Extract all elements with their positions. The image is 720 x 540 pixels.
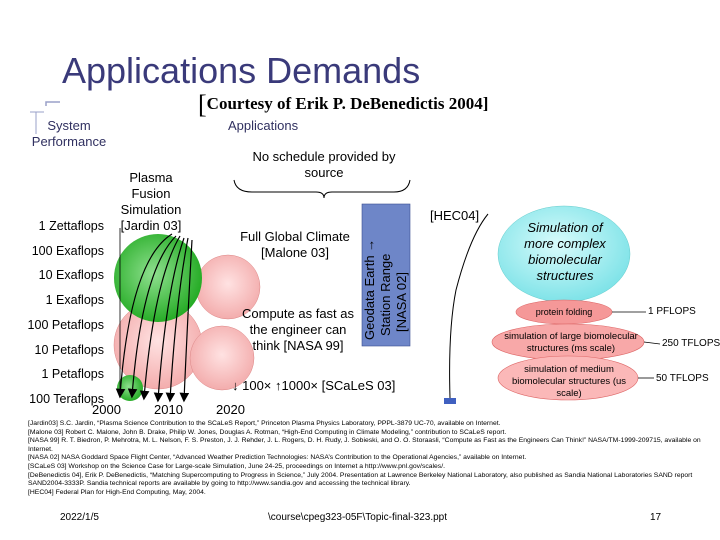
references [28, 420, 708, 497]
y-tick-label: 1 Petaflops [41, 367, 104, 382]
courtesy-bracket: [ [198, 90, 207, 119]
geodata-label [352, 190, 422, 340]
geodata-line-1: Geodata Earth → [362, 238, 377, 340]
reference-item: [DeBenedictis 04], Erik P. DeBenedictis, “Matching Supercomputing to Progress in Science,” July 2004. Presentation at Lawrence Berkeley National Laboratory, also published as Sandia National Laboratories SAND report SAND2004-3333P. Sandia technical reports are available by going to http://www.sandia.gov and accessing the technical library. [28, 471, 693, 488]
reference-item: [NASA 02] NASA Goddard Space Flight Center, “Advanced Weather Prediction Technologies: NASA’s Contribution to the Operational Agencies,” available on Internet. [28, 454, 527, 462]
plasma-label: Plasma Fusion Simulation [Jardin 03] [120, 170, 182, 233]
y-tick-label: 10 Petaflops [34, 342, 104, 357]
footer-path: \course\cpeg323-05F\Topic-final-323.ppt [268, 512, 447, 523]
geodata-line-3: [NASA 02] [394, 272, 409, 332]
y-axis-title: System Performance [31, 118, 107, 149]
tflops-250-label: 250 TFLOPS [662, 338, 720, 349]
reference-item: [Malone 03] Robert C. Malone, John B. Drake, Philip W. Jones, Douglas A. Rotman, “High-End Computing in Climate Modeling,” contribution to SCaLeS report. [28, 428, 507, 436]
compute-fast-label: Compute as fast as the engineer can think [NASA 99] [242, 306, 354, 353]
reference-item: [SCaLeS 03] Workshop on the Science Case for Large-scale Simulation, June 24-25, proceedings on Internet a http://www.pnl.gov/scales/. [28, 462, 445, 470]
hec-label: [HEC04] [430, 208, 480, 223]
medium-bio-label: simulation of medium biomolecular structures (us scale) [511, 364, 627, 399]
reference-item: [Jardin03] S.C. Jardin, “Plasma Science Contribution to the SCaLeS Report,” Princeton Plasma Physics Laboratory, PPPL-3879 UC-70, available on Internet. [28, 420, 501, 427]
footer-page-number: 17 [650, 512, 662, 523]
tflops250-connector [644, 342, 660, 344]
y-tick-label: 100 Exaflops [31, 243, 104, 258]
slide-title: Applications Demands [62, 50, 421, 91]
x-tick-label: 2020 [216, 402, 245, 417]
footer-date: 2022/1/5 [60, 512, 99, 523]
large-bio-label: simulation of large biomolecular structures (ms scale) [504, 331, 638, 354]
tflops-50-label: 50 TFLOPS [656, 373, 709, 384]
pflops-1-label: 1 PFLOPS [648, 306, 696, 317]
reference-item: [NASA 99] R. T. Biedron, P. Mehrotra, M. L. Nelson, F. S. Preston, J. J. Rehder, J. L. Rogers, D. H. Rudy, J. Sobieski, and O. O. Storaasli, “Compute as Fast as the Engineers Can Think!” NASA/TM-1999-209715, available on Internet. [28, 437, 701, 453]
hec-marker [444, 398, 456, 404]
y-tick-label: 10 Exaflops [38, 268, 104, 283]
courtesy-text: Courtesy of Erik P. DeBenedictis 2004] [206, 94, 489, 113]
complex-bio-label: Simulation of more complex biomolecular structures [524, 220, 606, 283]
x-tick-label: 2010 [154, 402, 183, 417]
protein-folding-label: protein folding [535, 307, 593, 317]
reference-item: [HEC04] Federal Plan for High-End Computing, May, 2004. [28, 488, 206, 496]
y-tick-label: 1 Zettaflops [38, 219, 104, 233]
scales-factor-label: ↓ 100× ↑1000× [SCaLeS 03] [232, 378, 396, 393]
geodata-line-2: Station Range [378, 253, 393, 336]
full-global-climate-label: Full Global Climate [Malone 03] [240, 229, 350, 260]
title-bracket-line [46, 102, 60, 106]
x-axis-title: Applications [228, 118, 299, 133]
y-tick-label: 1 Exaflops [45, 293, 104, 308]
no-schedule-note: No schedule provided by source [252, 149, 396, 180]
y-tick-label: 100 Teraflops [29, 391, 104, 406]
y-tick-label: 100 Petaflops [27, 317, 104, 332]
x-tick-label: 2000 [92, 402, 121, 417]
hec-pointer [450, 214, 488, 398]
